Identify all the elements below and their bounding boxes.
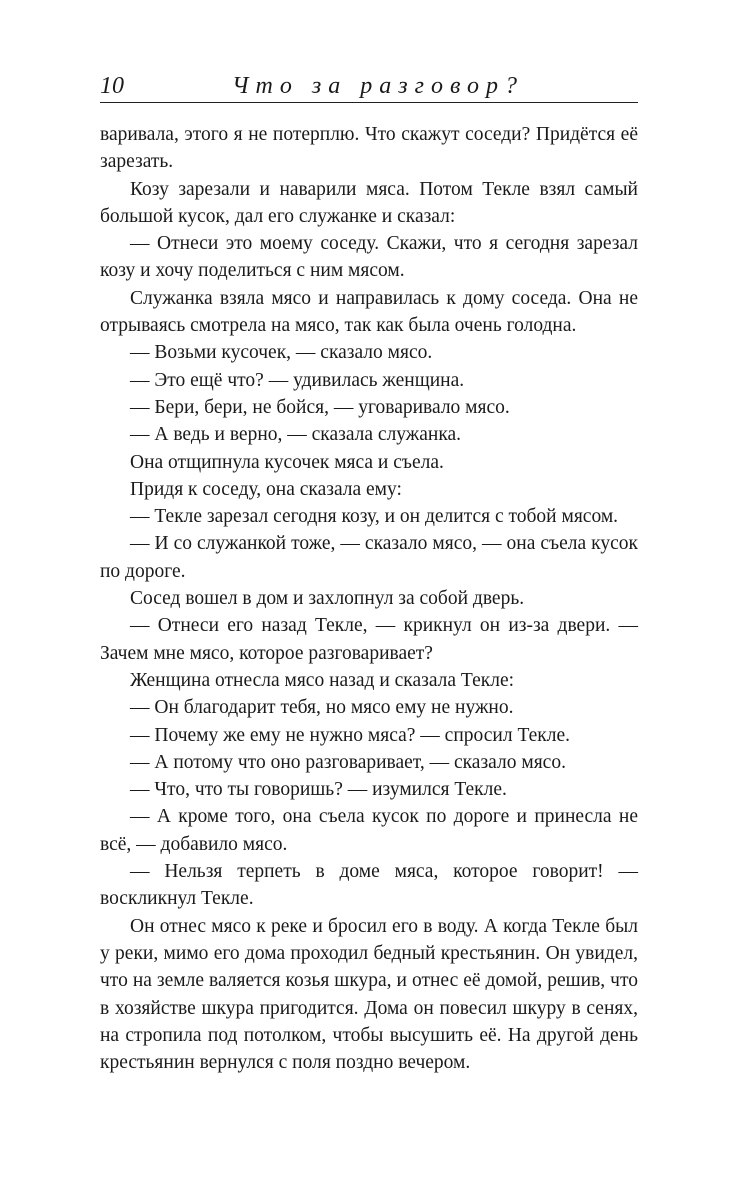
paragraph: Он отнес мясо к реке и бросил его в воду. А когда Текле был у реки, мимо его дома проходил бедный крестьянин. Он увидел, что на земле валяется козья шкура, и отнес её домой, решив, что в хозяйстве шкура пригодится. Дома он повесил шкуру в сенях, на стропила под потолком, чтобы высушить её. На другой день крестьянин вернулся с поля поздно вечером. (100, 915, 638, 1074)
paragraph: — Почему же ему не нужно мяса? — спросил Текле. (130, 724, 571, 746)
paragraph: Сосед вошел в дом и захлопнул за собой дверь. (130, 588, 525, 610)
paragraph: — Возьми кусочек, — сказало мясо. (130, 342, 433, 364)
paragraph: — Он благодарит тебя, но мясо ему не нужно. (130, 697, 514, 719)
paragraph: — Что, что ты говоришь? — изумился Текле. (130, 779, 507, 801)
running-title: Что за разговор? (232, 73, 525, 99)
paragraph: — Нельзя терпеть в доме мяса, которое говорит! — воскликнул Текле. (100, 861, 638, 910)
paragraph: — Это ещё что? — удивилась женщина. (130, 369, 465, 391)
running-header (100, 72, 638, 103)
paragraph: — Отнеси его назад Текле, — крикнул он из-за двери. — Зачем мне мясо, которое разговаривает? (100, 615, 638, 664)
paragraph: Она отщипнула кусочек мяса и съела. (130, 451, 444, 473)
body-text (100, 121, 638, 1076)
page-number: 10 (100, 73, 124, 99)
paragraph: — Отнеси это моему соседу. Скажи, что я сегодня зарезал козу и хочу поделиться с ним мясом. (100, 233, 638, 282)
paragraph: — Текле зарезал сегодня козу, и он делится с тобой мясом. (130, 506, 619, 528)
paragraph: Придя к соседу, она сказала ему: (130, 478, 402, 500)
paragraph: — Бери, бери, не бойся, — уговаривало мясо. (130, 396, 510, 418)
paragraph: Козу зарезали и наварили мяса. Потом Текле взял самый большой кусок, дал его служанке и сказал: (100, 178, 638, 227)
paragraph: — А кроме того, она съела кусок по дороге и принесла не всё, — добавило мясо. (100, 806, 638, 855)
paragraph: — И со служанкой тоже, — сказало мясо, — она съела кусок по дороге. (100, 533, 638, 582)
book-page (100, 72, 638, 1076)
paragraph: — А потому что оно разговаривает, — сказало мясо. (130, 751, 566, 773)
paragraph: — А ведь и верно, — сказала служанка. (130, 424, 462, 446)
paragraph: варивала, этого я не потерплю. Что скажут соседи? Придётся её зарезать. (100, 124, 638, 173)
paragraph: Служанка взяла мясо и направилась к дому соседа. Она не отрываясь смотрела на мясо, так как была очень голодна. (100, 287, 638, 337)
paragraph: Женщина отнесла мясо назад и сказала Текле: (130, 669, 515, 691)
